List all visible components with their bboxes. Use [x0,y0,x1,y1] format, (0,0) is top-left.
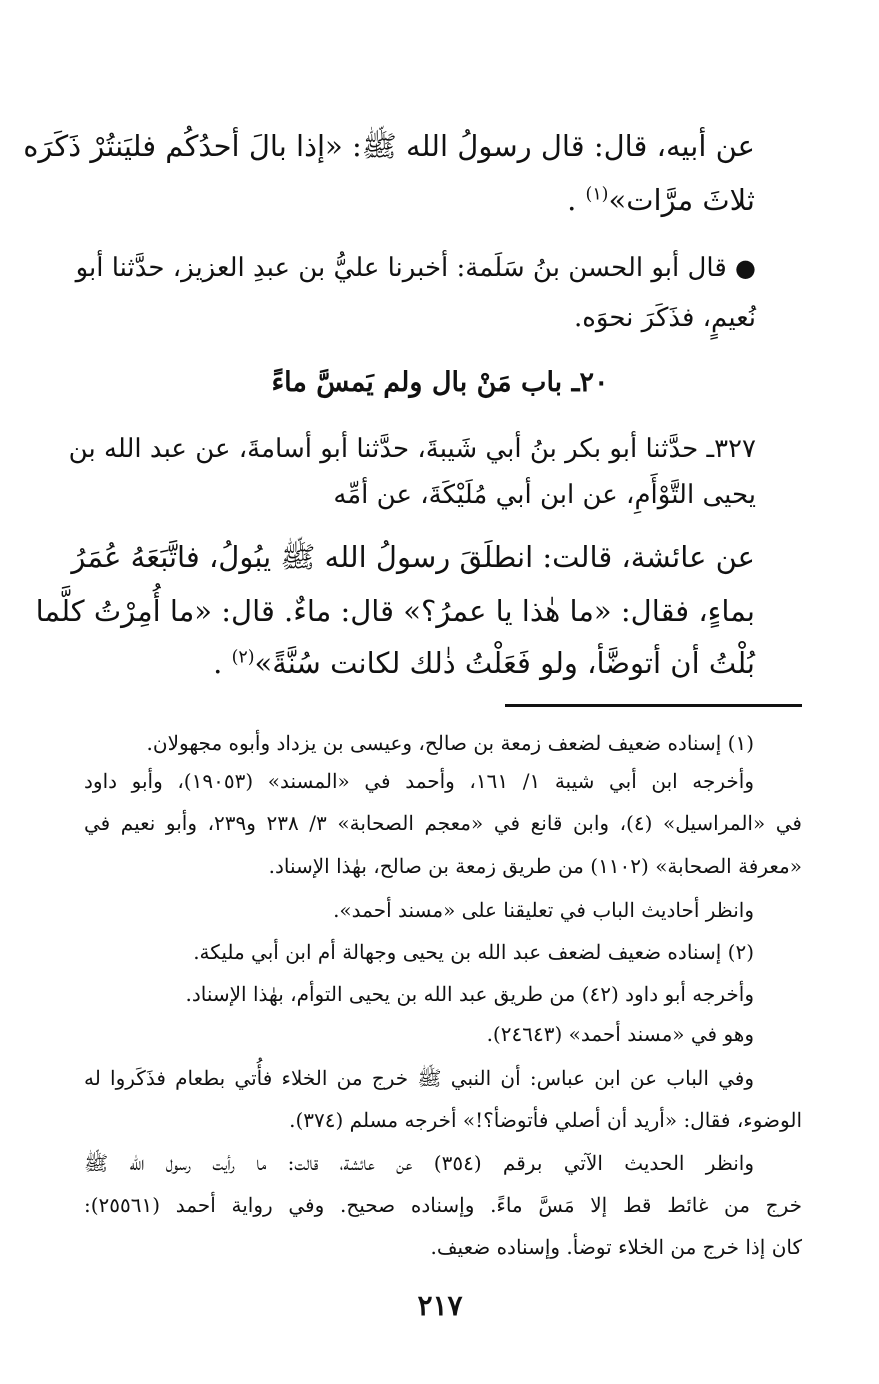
footnote-ref-1[interactable]: (١) [585,184,609,205]
paragraph-2-line-1-text: قال أبو الحسن بنُ سَلَمة: أخبرنا عليُّ بن عبدِ العزيز، حدَّثنا أبو [75,253,727,283]
paragraph-1-line-2 [78,176,755,224]
sentence-end-2: . [213,646,223,680]
footnote-line-13: كان إذا خرج من الخلاء توضأ. وإسناده ضعيف. [430,1235,802,1259]
paragraph-1-line-2-text: ثلاثَ مرَّات» [608,183,755,217]
paragraph-2-line-2: نُعيمٍ، فذَكَرَ نحوَه. [574,303,756,333]
bullet-icon: ● [735,254,756,282]
hadith-327-line-1: ٣٢٧ـ حدَّثنا أبو بكر بنُ أبي شَيبةَ، حدَّثنا أبو أسامةَ، عن عبد الله بن [68,434,756,464]
footnote-line-7: وأخرجه أبو داود (٤٢) من طريق عبد الله بن يحيى التوأم، بهٰذا الإسناد. [185,982,754,1006]
footnote-ref-2[interactable]: (٢) [231,647,255,668]
footnote-line-9: وفي الباب عن ابن عباس: أن النبي ﷺ خرج من الخلاء فأُتي بطعام فذَكَروا له [84,1066,754,1090]
footnote-line-6: (٢) إسناده ضعيف لضعف عبد الله بن يحيى وجهالة أم ابن أبي مليكة. [193,940,754,964]
footnote-line-1: (١) إسناده ضعيف لضعف زمعة بن صالح، وعيسى بن يزداد وأبوه مجهولان. [146,731,754,755]
paragraph-1-line-1: عن أبيه، قال: قال رسولُ الله ﷺ: «إذا بالَ أحدُكُم فليَنتُرْ ذَكَرَه [23,129,755,163]
page-number: ٢١٧ [417,1289,463,1322]
footnote-line-8: وهو في «مسند أحمد» (٢٤٦٤٣). [486,1022,754,1046]
footnote-line-3: في «المراسيل» (٤)، وابن قانع في «معجم الصحابة» ٣/ ٢٣٨ و٢٣٩، وأبو نعيم في [84,811,802,835]
hadith-327-line-2: يحيى التَّوْأَمِ، عن ابن أبي مُلَيْكَةَ، عن أمِّه [333,480,756,510]
paragraph-3-line-1: عن عائشة، قالت: انطلَقَ رسولُ الله ﷺ يبُولُ، فاتَّبَعَهُ عُمَرُ [71,540,755,574]
sentence-end: . [567,183,577,217]
footnote-line-5: وانظر أحاديث الباب في تعليقنا على «مسند أحمد». [333,898,754,922]
paragraph-2-line-1 [75,245,756,291]
chapter-heading: ٢٠ـ باب مَنْ بال ولم يَمسَّ ماءً [271,367,609,398]
footnote-line-10: الوضوء، فقال: «أريد أن أصلي فأتوضأ؟!» أخرجه مسلم (٣٧٤). [289,1108,802,1132]
footnote-separator [505,704,802,707]
footnote-line-4: «معرفة الصحابة» (١١٠٢) من طريق زمعة بن صالح، بهٰذا الإسناد. [268,854,802,878]
footnote-line-2: وأخرجه ابن أبي شيبة ١/ ١٦١، وأحمد في «المسند» (١٩٠٥٣)، وأبو داود [84,769,754,793]
paragraph-3-line-2: بماءٍ، فقال: «ما هٰذا يا عمرُ؟» قال: ماءٌ. قال: «ما أُمِرْتُ كلَّما [35,594,755,628]
paragraph-3-line-3-text: بُلْتُ أن أتوضَّأ، ولو فَعَلْتُ ذٰلك لكانت سُنَّةً» [254,646,755,680]
footnote-line-11: وانظر الحديث الآتي برقم (٣٥٤) عن عائشة، قالت: ما رأيت رسول الله ﷺ [84,1151,754,1175]
footnote-line-12: خرج من غائط قط إلا مَسَّ ماءً. وإسناده صحيح. وفي رواية أحمد (٢٥٥٦١): [84,1193,802,1217]
paragraph-3-line-3 [78,638,755,688]
